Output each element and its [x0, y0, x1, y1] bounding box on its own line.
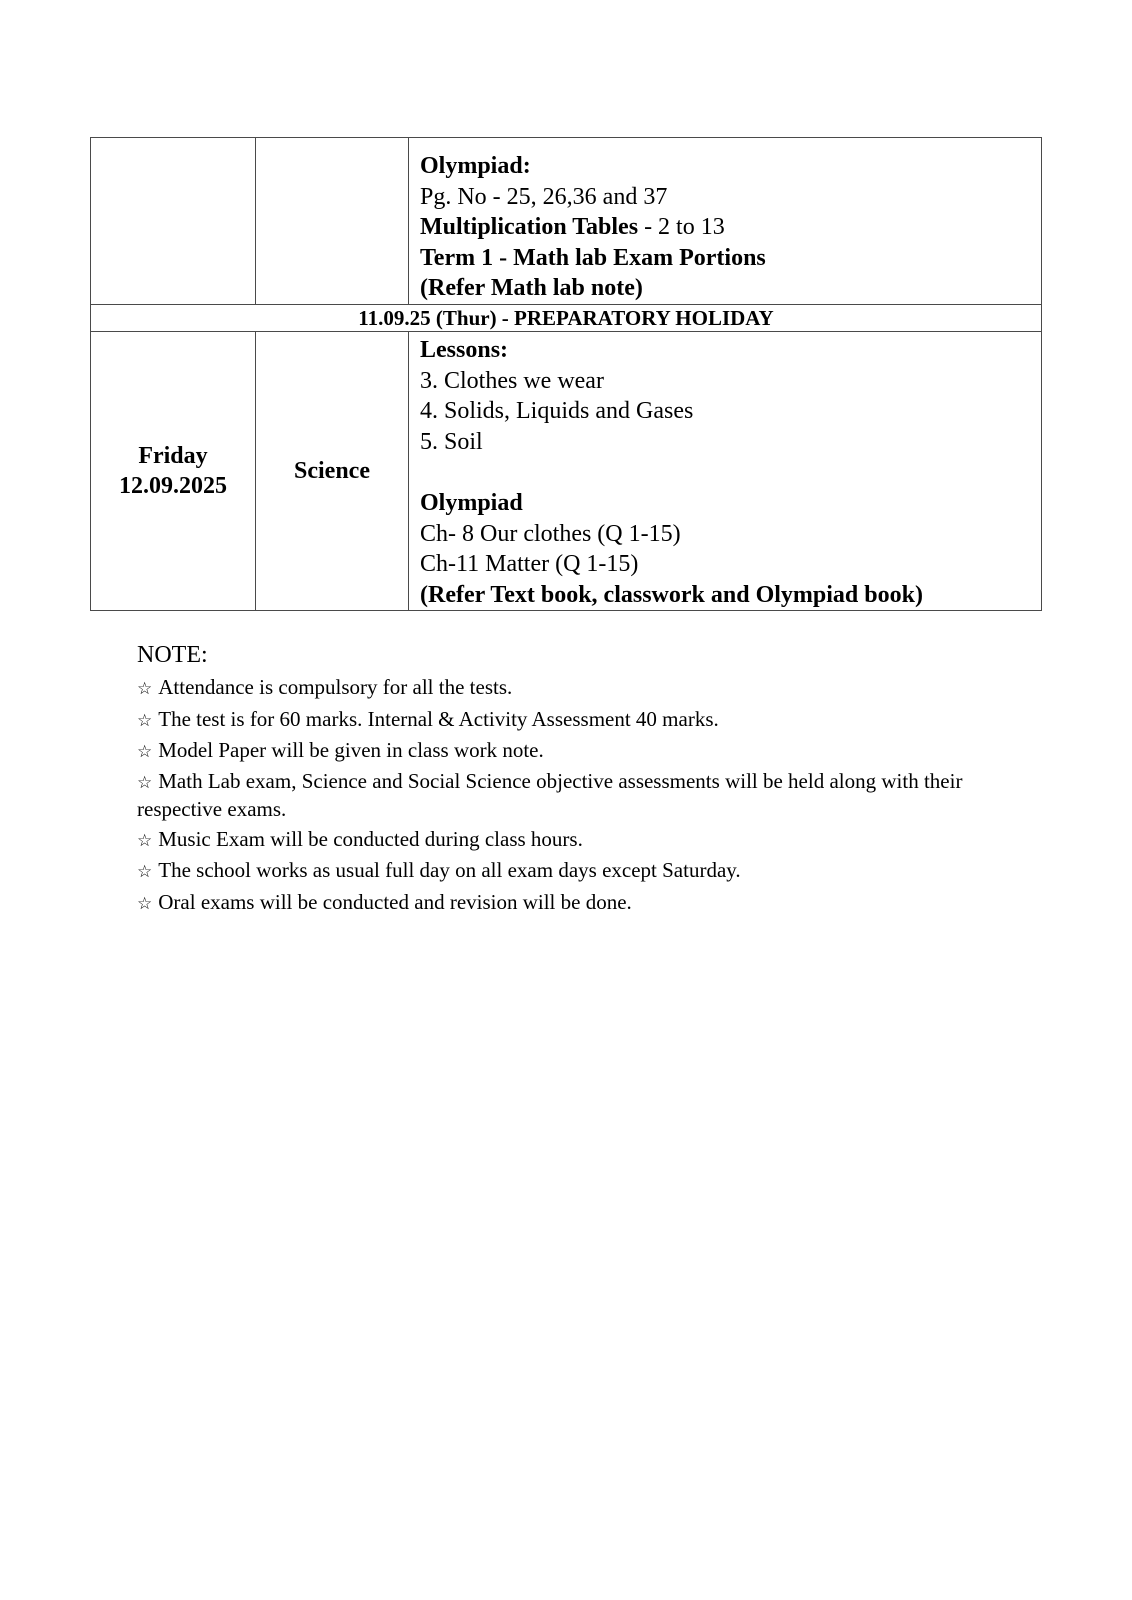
exam-date: 12.09.2025	[119, 473, 227, 500]
star-icon: ☆	[137, 893, 153, 914]
star-icon: ☆	[137, 772, 153, 793]
note-text: The school works as usual full day on all exam days except Saturday.	[158, 858, 741, 882]
science-olympiad-heading: Olympiad	[420, 489, 523, 516]
exam-day: Friday	[138, 443, 208, 470]
multiplication-tables-line	[420, 212, 1041, 243]
lesson-item: 5. Soil	[420, 428, 483, 455]
note-text: The test is for 60 marks. Internal & Activity Assessment 40 marks.	[158, 706, 719, 731]
notes-section	[137, 639, 1017, 919]
note-text: Attendance is compulsory for all the tests.	[158, 675, 513, 699]
note-item	[137, 856, 1017, 888]
note-text: Model Paper will be given in class work note.	[158, 738, 544, 762]
note-text: Oral exams will be conducted and revision will be done.	[158, 889, 632, 914]
lesson-item: 4. Solids, Liquids and Gases	[420, 398, 694, 425]
star-icon: ☆	[137, 830, 153, 851]
note-item	[137, 705, 1017, 737]
science-refer-note: (Refer Text book, classwork and Olympiad book)	[420, 581, 923, 608]
math-lab-portions: Term 1 - Math lab Exam Portions	[420, 244, 766, 271]
day-cell-empty	[91, 138, 256, 305]
note-item	[137, 888, 1017, 920]
table-row-science	[91, 331, 1042, 610]
star-icon: ☆	[137, 710, 153, 731]
subject-cell-empty	[256, 138, 409, 305]
olympiad-pages: Pg. No - 25, 26,36 and 37	[420, 183, 668, 210]
day-date-cell	[91, 331, 256, 610]
star-icon: ☆	[137, 862, 153, 882]
lessons-heading: Lessons:	[420, 336, 509, 363]
spacer	[420, 457, 1041, 488]
olympiad-item: Ch-11 Matter (Q 1-15)	[420, 551, 639, 578]
olympiad-heading: Olympiad:	[420, 153, 531, 179]
exam-schedule-table	[90, 137, 1042, 611]
table-row-holiday	[91, 304, 1042, 331]
preparatory-holiday: 11.09.25 (Thur) - PREPARATORY HOLIDAY	[91, 304, 1042, 331]
note-item	[137, 768, 1017, 822]
note-item	[137, 736, 1017, 768]
math-portions-cell	[409, 138, 1042, 305]
lesson-item: 3. Clothes we wear	[420, 367, 604, 394]
note-item	[137, 825, 1017, 857]
subject-cell: Science	[256, 331, 409, 610]
multiplication-tables-label: Multiplication Tables	[420, 214, 639, 241]
table-row-math-continued	[91, 138, 1042, 305]
note-text: Music Exam will be conducted during class hours.	[158, 826, 583, 851]
star-icon: ☆	[137, 742, 153, 762]
olympiad-item: Ch- 8 Our clothes (Q 1-15)	[420, 520, 681, 547]
notes-heading: NOTE:	[137, 642, 208, 668]
science-portions-cell	[409, 331, 1042, 610]
multiplication-tables-range: - 2 to 13	[638, 214, 725, 241]
math-lab-refer-note: (Refer Math lab note)	[420, 275, 643, 302]
note-text: Math Lab exam, Science and Social Science objective assessments will be held along with their respective exams.	[137, 768, 963, 821]
note-item	[137, 673, 1017, 705]
star-icon: ☆	[137, 679, 153, 699]
